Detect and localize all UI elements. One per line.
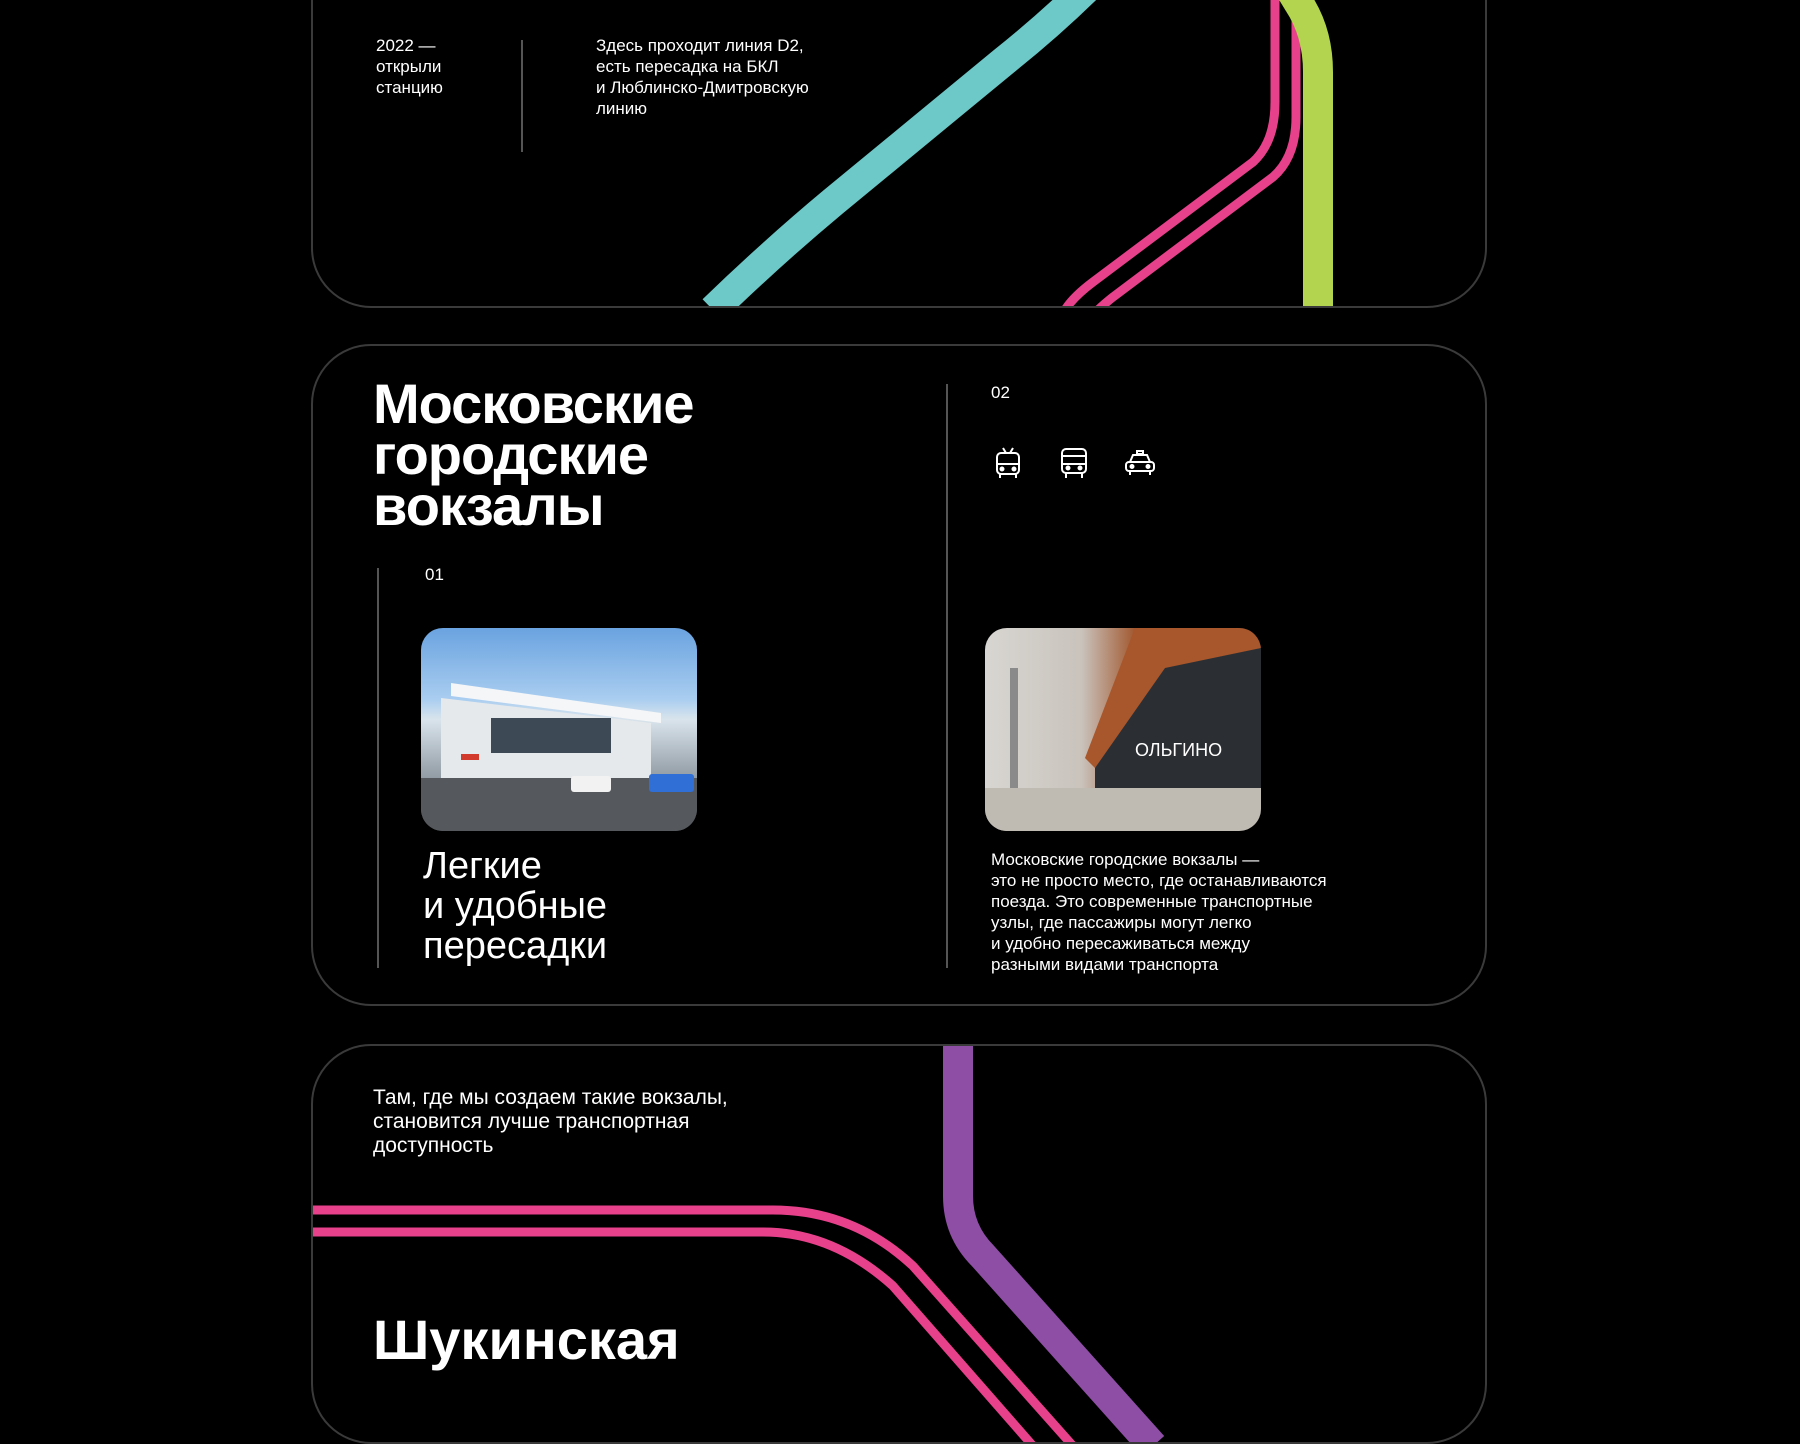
subsection-title: Легкие и удобные пересадки — [423, 845, 608, 967]
station-photo-zelenograd — [421, 628, 697, 831]
accessibility-text: Там, где мы создаем такие вокзалы, становится лучше транспортная доступность — [373, 1086, 728, 1157]
divider — [521, 40, 523, 152]
station-card-top — [311, 0, 1487, 308]
stations-info-card — [311, 344, 1487, 1006]
station-title: Шукинская — [373, 1308, 680, 1371]
station-sign-text: ОЛЬГИНО — [1135, 740, 1223, 760]
trolleybus-icon — [991, 446, 1025, 480]
station-card-bottom — [311, 1044, 1487, 1444]
section-title: Московские городские вокзалы — [373, 372, 694, 537]
station-photo-olgino — [985, 628, 1261, 831]
divider — [377, 568, 379, 968]
bus-icon — [1057, 446, 1091, 480]
section-number-02: 02 — [991, 383, 1010, 402]
divider — [946, 384, 948, 968]
stations-description: Московские городские вокзалы — это не просто место, где останавливаются поезда. Это современные транспортные узлы, где пассажиры могут легко и удобно пересаживаться между разными видами транспорта — [991, 850, 1327, 974]
taxi-icon — [1123, 446, 1157, 480]
transport-icons — [991, 446, 1157, 480]
line-description: Здесь проходит линия D2, есть пересадка на БКЛ и Люблинско-Дмитровскую линию — [596, 36, 809, 118]
section-number-01: 01 — [425, 565, 444, 584]
opening-year-text: 2022 — открыли станцию — [376, 36, 443, 97]
